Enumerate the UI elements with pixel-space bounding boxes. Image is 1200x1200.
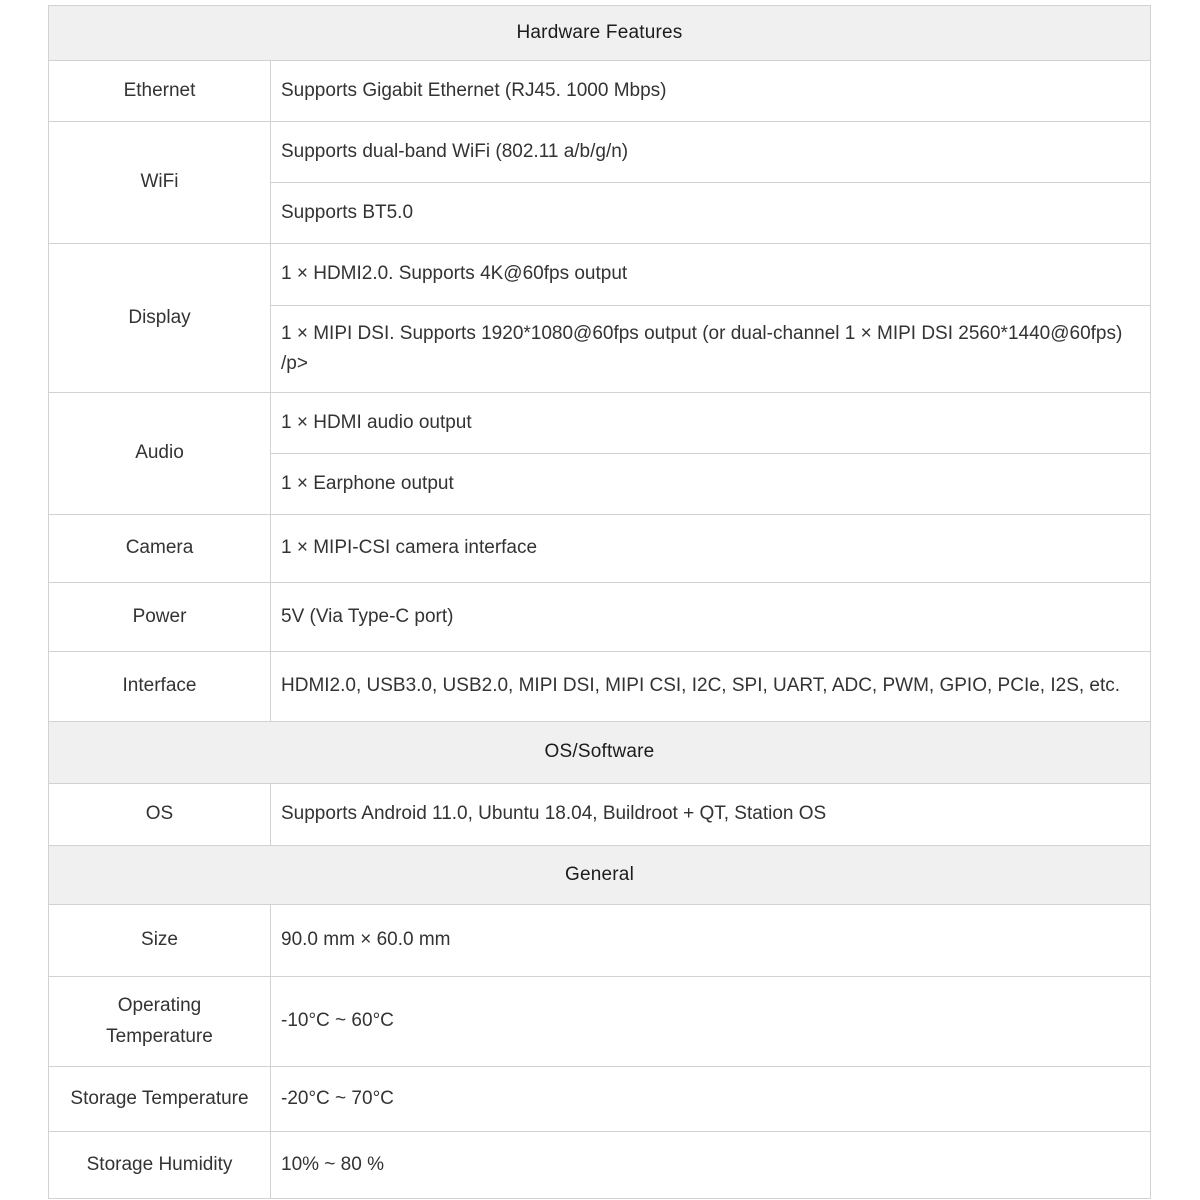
table-row bbox=[49, 244, 1151, 306]
section-row-os-software bbox=[49, 722, 1151, 784]
row-value-display-mipi: 1 × MIPI DSI. Supports 1920*1080@60fps output (or dual-channel 1 × MIPI DSI 2560*1440@60fps) /p> bbox=[271, 306, 1151, 393]
table-row bbox=[49, 393, 1151, 454]
table-row bbox=[49, 905, 1151, 977]
table-row bbox=[49, 977, 1151, 1067]
row-value-operating-temperature: -10°C ~ 60°C bbox=[271, 977, 1151, 1067]
section-header-os-software: OS/Software bbox=[49, 722, 1151, 784]
row-value-storage-humidity: 10% ~ 80 % bbox=[271, 1132, 1151, 1199]
section-row-general bbox=[49, 846, 1151, 905]
row-label-display: Display bbox=[49, 244, 271, 393]
table-row bbox=[49, 122, 1151, 183]
row-value-ethernet: Supports Gigabit Ethernet (RJ45. 1000 Mbps) bbox=[271, 61, 1151, 122]
row-value-interface: HDMI2.0, USB3.0, USB2.0, MIPI DSI, MIPI CSI, I2C, SPI, UART, ADC, PWM, GPIO, PCIe, I2S, etc. bbox=[271, 652, 1151, 722]
row-value-os: Supports Android 11.0, Ubuntu 18.04, Buildroot + QT, Station OS bbox=[271, 784, 1151, 846]
row-label-ethernet: Ethernet bbox=[49, 61, 271, 122]
table-row bbox=[49, 515, 1151, 583]
row-value-audio-hdmi: 1 × HDMI audio output bbox=[271, 393, 1151, 454]
row-label-wifi: WiFi bbox=[49, 122, 271, 244]
row-label-size: Size bbox=[49, 905, 271, 977]
table-row bbox=[49, 583, 1151, 652]
row-value-power: 5V (Via Type-C port) bbox=[271, 583, 1151, 652]
row-value-size: 90.0 mm × 60.0 mm bbox=[271, 905, 1151, 977]
section-header-general: General bbox=[49, 846, 1151, 905]
table-row bbox=[49, 61, 1151, 122]
row-label-os: OS bbox=[49, 784, 271, 846]
row-value-wifi-band: Supports dual-band WiFi (802.11 a/b/g/n) bbox=[271, 122, 1151, 183]
row-label-interface: Interface bbox=[49, 652, 271, 722]
row-label-audio: Audio bbox=[49, 393, 271, 515]
row-label-operating-temperature: Operating Temperature bbox=[49, 977, 271, 1067]
table-row bbox=[49, 652, 1151, 722]
row-value-wifi-bt: Supports BT5.0 bbox=[271, 183, 1151, 244]
row-label-storage-temperature: Storage Temperature bbox=[49, 1067, 271, 1132]
hardware-spec-table bbox=[48, 5, 1151, 1199]
table-row bbox=[49, 1067, 1151, 1132]
row-label-camera: Camera bbox=[49, 515, 271, 583]
row-label-storage-humidity: Storage Humidity bbox=[49, 1132, 271, 1199]
table-row bbox=[49, 1132, 1151, 1199]
row-label-power: Power bbox=[49, 583, 271, 652]
row-value-camera: 1 × MIPI-CSI camera interface bbox=[271, 515, 1151, 583]
row-value-display-hdmi: 1 × HDMI2.0. Supports 4K@60fps output bbox=[271, 244, 1151, 306]
table-row bbox=[49, 784, 1151, 846]
row-value-audio-earphone: 1 × Earphone output bbox=[271, 454, 1151, 515]
section-header-hardware-features: Hardware Features bbox=[49, 6, 1151, 61]
section-row-hardware-features bbox=[49, 6, 1151, 61]
row-value-storage-temperature: -20°C ~ 70°C bbox=[271, 1067, 1151, 1132]
